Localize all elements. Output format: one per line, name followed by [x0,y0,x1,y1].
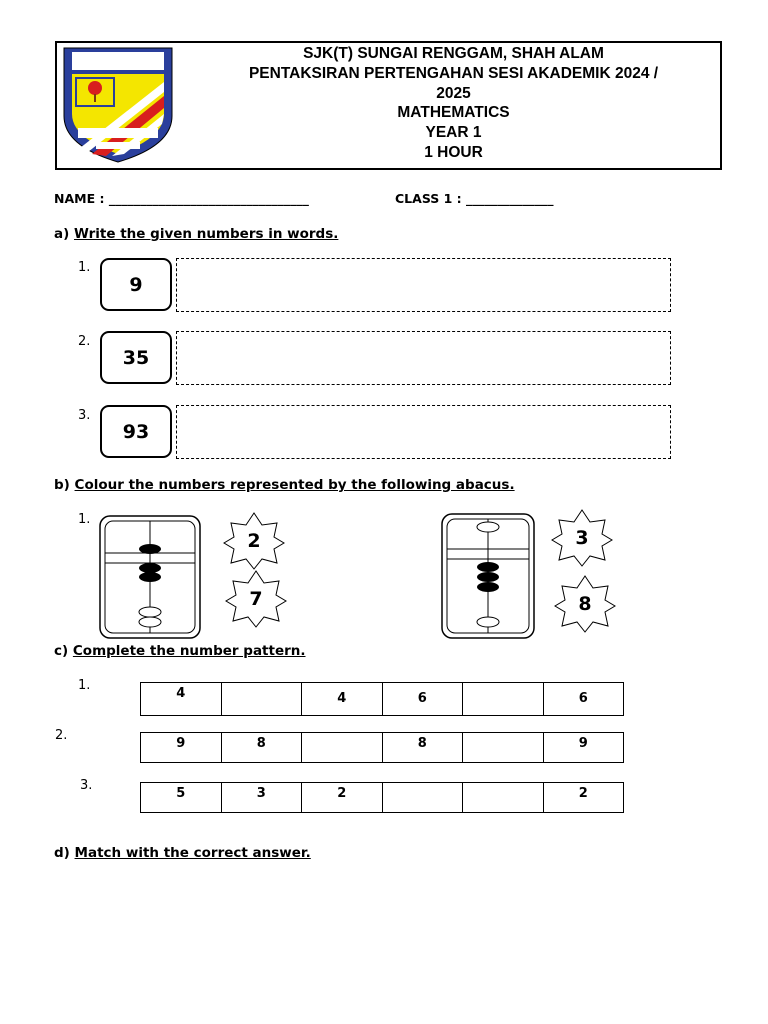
section-a-number-box-1: 9 [100,258,172,311]
school-name: SJK(T) SUNGAI RENGGAM, SHAH ALAM [303,45,604,62]
section-a-heading [54,226,338,242]
section-d-letter: d) [54,845,70,861]
section-c-instruction: Complete the number pattern. [72,643,306,659]
pattern-table-3 [140,782,624,813]
star-option-right-2-value: 8 [578,593,592,615]
pattern-row-1-number: 1. [78,678,91,693]
pattern-cell[interactable]: 6 [382,683,463,716]
section-a-instruction: Write the given numbers in words. [73,226,339,242]
pattern-table-1 [140,682,624,716]
section-a-item-2-number: 2. [78,334,91,349]
header-box [55,41,722,170]
section-a-answer-box-3[interactable] [176,405,671,459]
section-a-number-box-3: 93 [100,405,172,458]
section-b-heading [54,477,515,493]
star-option-right-1[interactable] [550,508,614,568]
star-option-left-2[interactable] [224,569,288,629]
star-option-right-1-value: 3 [575,527,589,549]
pattern-cell[interactable]: 6 [543,683,624,716]
pattern-row-2-number: 2. [55,728,68,743]
class-field[interactable]: CLASS 1 : ______________ [395,191,554,206]
pattern-cell[interactable] [382,783,463,813]
duration-label: 1 HOUR [424,143,483,161]
pattern-cell[interactable]: 8 [221,733,302,763]
abacus-right [441,513,535,639]
star-option-left-1-value: 2 [247,530,261,552]
section-a-item-1-number: 1. [78,260,91,275]
pattern-cell[interactable] [221,683,302,716]
pattern-cell[interactable]: 9 [543,733,624,763]
pattern-cell[interactable]: 5 [141,783,222,813]
star-option-left-1[interactable] [222,511,286,571]
section-a-answer-box-1[interactable] [176,258,671,312]
section-a-item-3-number: 3. [78,408,91,423]
section-a-letter: a) [54,226,70,242]
year-label: YEAR 1 [425,124,482,142]
section-d-heading [54,845,311,861]
header-title-block [187,44,720,163]
star-option-left-2-value: 7 [249,588,263,610]
section-b-item-number: 1. [78,512,91,527]
section-b-letter: b) [54,477,70,493]
pattern-cell[interactable]: 3 [221,783,302,813]
pattern-cell[interactable]: 9 [141,733,222,763]
star-option-right-2[interactable] [553,574,617,634]
section-c-heading [54,643,306,659]
pattern-cell[interactable]: 2 [543,783,624,813]
pattern-table-2 [140,732,624,763]
subject-name: MATHEMATICS [397,104,510,122]
table-row [141,683,624,716]
pattern-cell[interactable]: 4 [302,683,383,716]
table-row [141,733,624,763]
section-d-instruction: Match with the correct answer. [74,845,311,861]
section-a-number-box-2: 35 [100,331,172,384]
pattern-cell[interactable] [302,733,383,763]
name-field[interactable]: NAME : ________________________________ [54,191,309,206]
exam-title-line2: 2025 [436,84,471,102]
pattern-cell[interactable]: 4 [141,683,222,716]
abacus-left [99,515,201,639]
section-b-instruction: Colour the numbers represented by the following abacus. [74,477,515,493]
exam-title-line1: PENTAKSIRAN PERTENGAHAN SESI AKADEMIK 2024 / [248,64,659,82]
pattern-cell[interactable] [463,733,544,763]
table-row [141,783,624,813]
pattern-cell[interactable] [463,683,544,716]
pattern-cell[interactable]: 8 [382,733,463,763]
pattern-cell[interactable] [463,783,544,813]
section-c-letter: c) [54,643,69,659]
pattern-cell[interactable]: 2 [302,783,383,813]
pattern-row-3-number: 3. [80,778,93,793]
section-a-answer-box-2[interactable] [176,331,671,385]
school-crest-logo [62,46,174,164]
